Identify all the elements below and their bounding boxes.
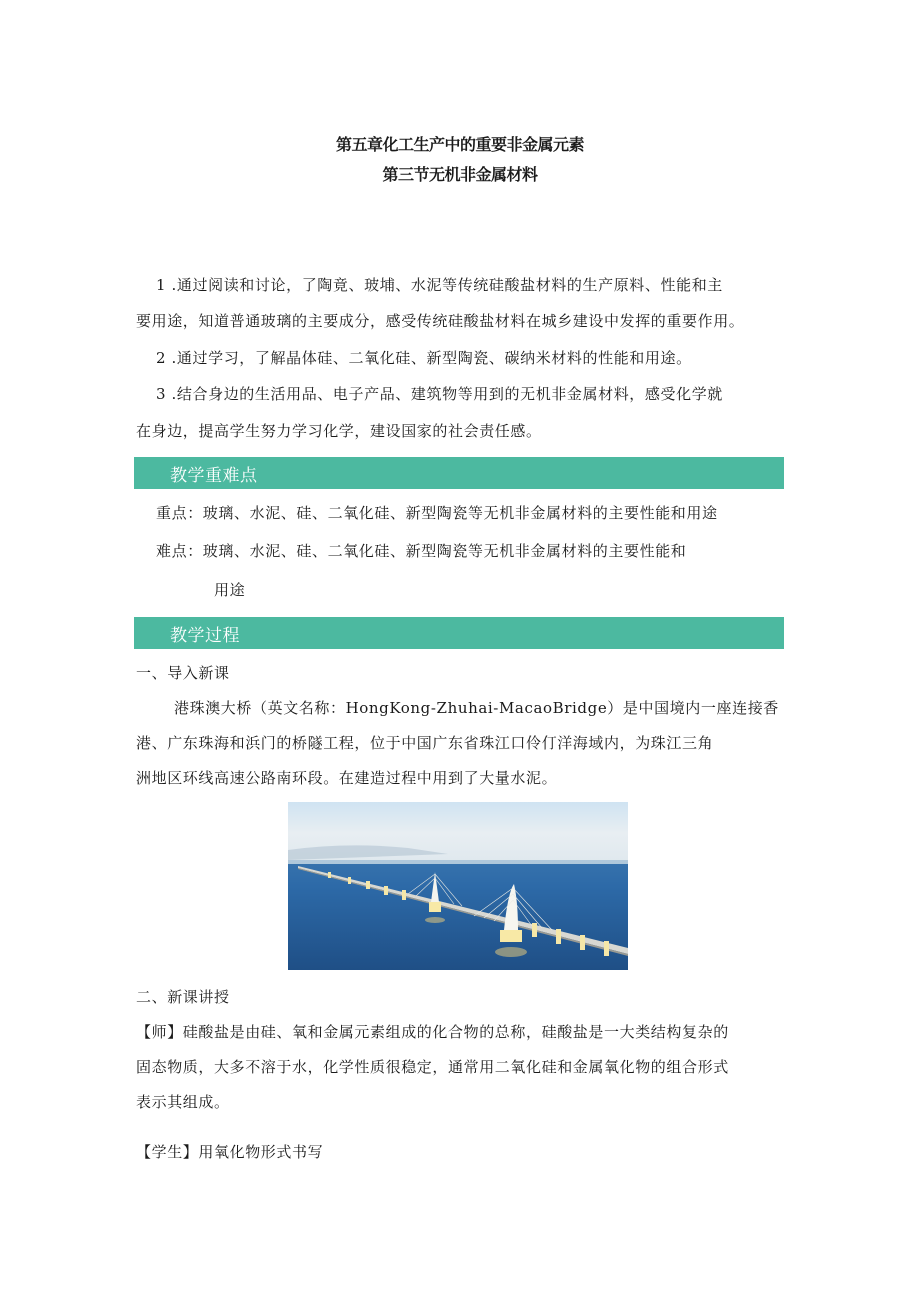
intro-line-2: 港、广东珠海和浜门的桥隧工程，位于中国广东省珠江口伶仃洋海域内，为珠江三角 (136, 734, 714, 752)
intro-heading: 一、导入新课 (136, 664, 230, 682)
intro-line-1: 港珠澳大桥（英文名称：HongKong-Zhuhai-MacaoBridge）是中国境内一座连接香 (174, 699, 779, 717)
key-points-header: 教学重难点 (170, 466, 258, 486)
teacher-line-2: 固态物质，大多不溶于水，化学性质很稳定，通常用二氧化硅和金属氧化物的组合形式 (136, 1058, 729, 1076)
focus-point: 重点：玻璃、水泥、硅、二氧化硅、新型陶瓷等无机非金属材料的主要性能和用途 (156, 504, 718, 522)
objective-1-cont: 要用途，知道普通玻璃的主要成分，感受传统硅酸盐材料在城乡建设中发挥的重要作用。 (136, 312, 745, 330)
objective-3-text: .结合身边的生活用品、电子产品、建筑物等用到的无机非金属材料，感受化学就 (171, 385, 723, 403)
objective-3-cont: 在身边，提高学生努力学习化学，建设国家的社会责任感。 (136, 422, 542, 440)
process-header-bar (134, 617, 784, 649)
objective-2-number: 2 (156, 349, 167, 367)
objective-1 (156, 275, 723, 295)
student-line: 【学生】用氧化物形式书写 (136, 1143, 324, 1161)
chapter-title: 第五章化工生产中的重要非金属元素 (335, 135, 584, 154)
process-header: 教学过程 (170, 626, 240, 646)
objective-2-text: .通过学习，了解晶体硅、二氧化硅、新型陶瓷、碳纳米材料的性能和用途。 (171, 349, 692, 367)
teacher-line-3: 表示其组成。 (136, 1093, 230, 1111)
difficulty-point-cont: 用途 (214, 581, 246, 599)
objective-1-number: 1 (156, 276, 167, 294)
new-lesson-heading: 二、新课讲授 (136, 988, 230, 1006)
teacher-line-1: 【师】硅酸盐是由硅、氧和金属元素组成的化合物的总称，硅酸盐是一大类结构复杂的 (136, 1023, 729, 1041)
difficulty-point: 难点：玻璃、水泥、硅、二氧化硅、新型陶瓷等无机非金属材料的主要性能和 (156, 542, 687, 560)
objective-3-number: 3 (156, 385, 167, 403)
section-title: 第三节无机非金属材料 (382, 165, 538, 184)
objective-3 (156, 384, 723, 404)
objective-2 (156, 348, 692, 368)
bridge-photo (288, 802, 628, 970)
objective-1-text: .通过阅读和讨论，了陶竟、玻埔、水泥等传统硅酸盐材料的生产原料、性能和主 (171, 276, 723, 294)
intro-line-3: 洲地区环线高速公路南环段。在建造过程中用到了大量水泥。 (136, 769, 558, 787)
key-points-header-bar (134, 457, 784, 489)
